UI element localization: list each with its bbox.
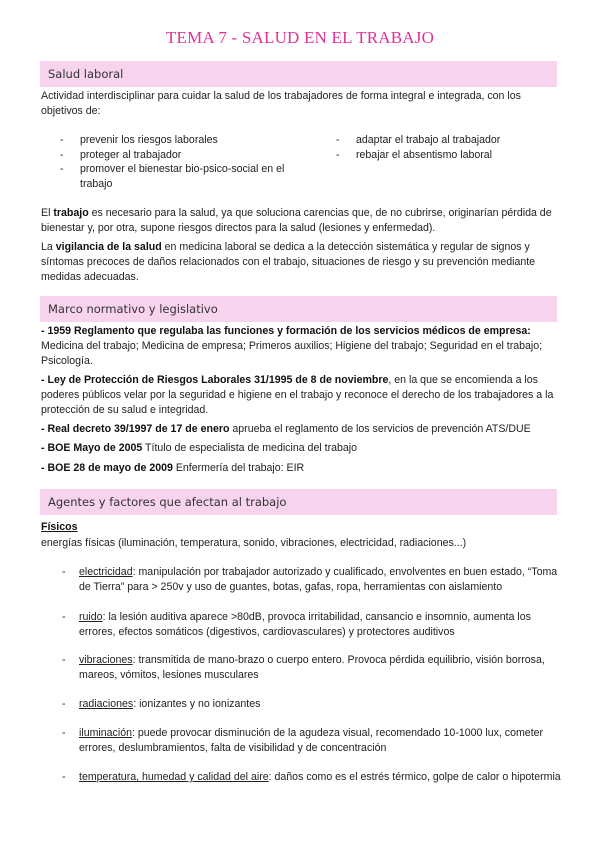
normativa-item: - 1959 Reglamento que regulaba las funciones y formación de los servicios médicos de empresa: Medicina del trabajo; Medicina de empresa; Primeros auxilios; Higiene del trabajo; Seguridad en el trabajo; Psicología.: [41, 325, 543, 367]
section-heading-marco-normativo: Marco normativo y legislativo: [40, 296, 557, 322]
trabajo-paragraph: El trabajo es necesario para la salud, ya que soluciona carencias que, de no cubrirse, originarían pérdida de bienestar y, por otra, supone riesgos directos para la salud (lesiones y enfermedad).: [41, 207, 552, 234]
agent-temperatura: - temperatura, humedad y calidad del aire: daños como es el estrés térmico, golpe de calor o hipotermia: [62, 771, 561, 783]
section-heading-salud-laboral: Salud laboral: [40, 61, 557, 87]
normativa-item: - BOE 28 de mayo de 2009 Enfermería del trabajo: EIR: [41, 462, 305, 474]
agent-radiaciones: - radiaciones: ionizantes y no ionizantes: [62, 698, 261, 710]
fisicos-subheading: Físicos: [41, 521, 78, 533]
agent-ruido: - ruido: la lesión auditiva aparece >80dB, provoca irritabilidad, cansancio e insomnio, aumenta los errores, efectos somáticos (digestivos, cardiovasculares) y protectores auditivos: [62, 611, 531, 638]
page-title: TEMA 7 - SALUD EN EL TRABAJO: [165, 28, 435, 47]
objectives-left-list: [60, 133, 300, 191]
list-item: - rebajar el absentismo laboral: [336, 148, 493, 161]
normativa-item: - Ley de Protección de Riesgos Laborales 31/1995 de 8 de noviembre, en la que se encomienda a los poderes públicos velar por la seguridad e higiene en el trabajo y reconoce el derecho de los trabajadores a la protección de su salud e integridad.: [41, 374, 554, 416]
normativa-item: - BOE Mayo de 2005 Título de especialista de medicina del trabajo: [41, 442, 358, 454]
section-heading-agentes: Agentes y factores que afectan al trabajo: [40, 489, 557, 515]
fisicos-description: energías físicas (iluminación, temperatura, sonido, vibraciones, electricidad, radiaciones...): [41, 537, 467, 549]
agent-iluminacion: - iluminación: puede provocar disminución de la agudeza visual, recomendado 10-1000 lux, cometer errores, deslumbramientos, falta de visibilidad y de concentración: [62, 727, 544, 754]
agent-electricidad: - electricidad: manipulación por trabajador autorizado y cualificado, envolventes en buen estado, “Toma de Tierra” para > 250v y uso de guantes, botas, gafas, ropa, herramientas con aislamiento: [62, 566, 558, 593]
list-item: - prevenir los riesgos laborales: [60, 134, 218, 146]
vigilancia-paragraph: La vigilancia de la salud en medicina laboral se dedica a la detección sistemática y regular de signos y síntomas precoces de daños relacionados con el trabajo, situaciones de riesgo y su prevención mediante medidas adecuadas.: [41, 241, 536, 283]
normativa-item: - Real decreto 39/1997 de 17 de enero aprueba el reglamento de los servicios de prevención ATS/DUE: [41, 423, 531, 435]
salud-laboral-intro: Actividad interdisciplinar para cuidar la salud de los trabajadores de forma integral e integrada, con los objetivos de:: [41, 90, 521, 117]
list-item: - adaptar el trabajo al trabajador: [336, 134, 501, 146]
list-item: - promover el bienestar bio-psico-social en el trabajo: [60, 163, 285, 190]
list-item: - proteger al trabajador: [60, 148, 182, 161]
agent-vibraciones: - vibraciones: transmitida de mano-brazo o cuerpo entero. Provoca pérdida equilibrio, visión borrosa, mareos, vómitos, lesiones musculares: [62, 654, 545, 681]
objectives-right-list: [336, 133, 561, 162]
